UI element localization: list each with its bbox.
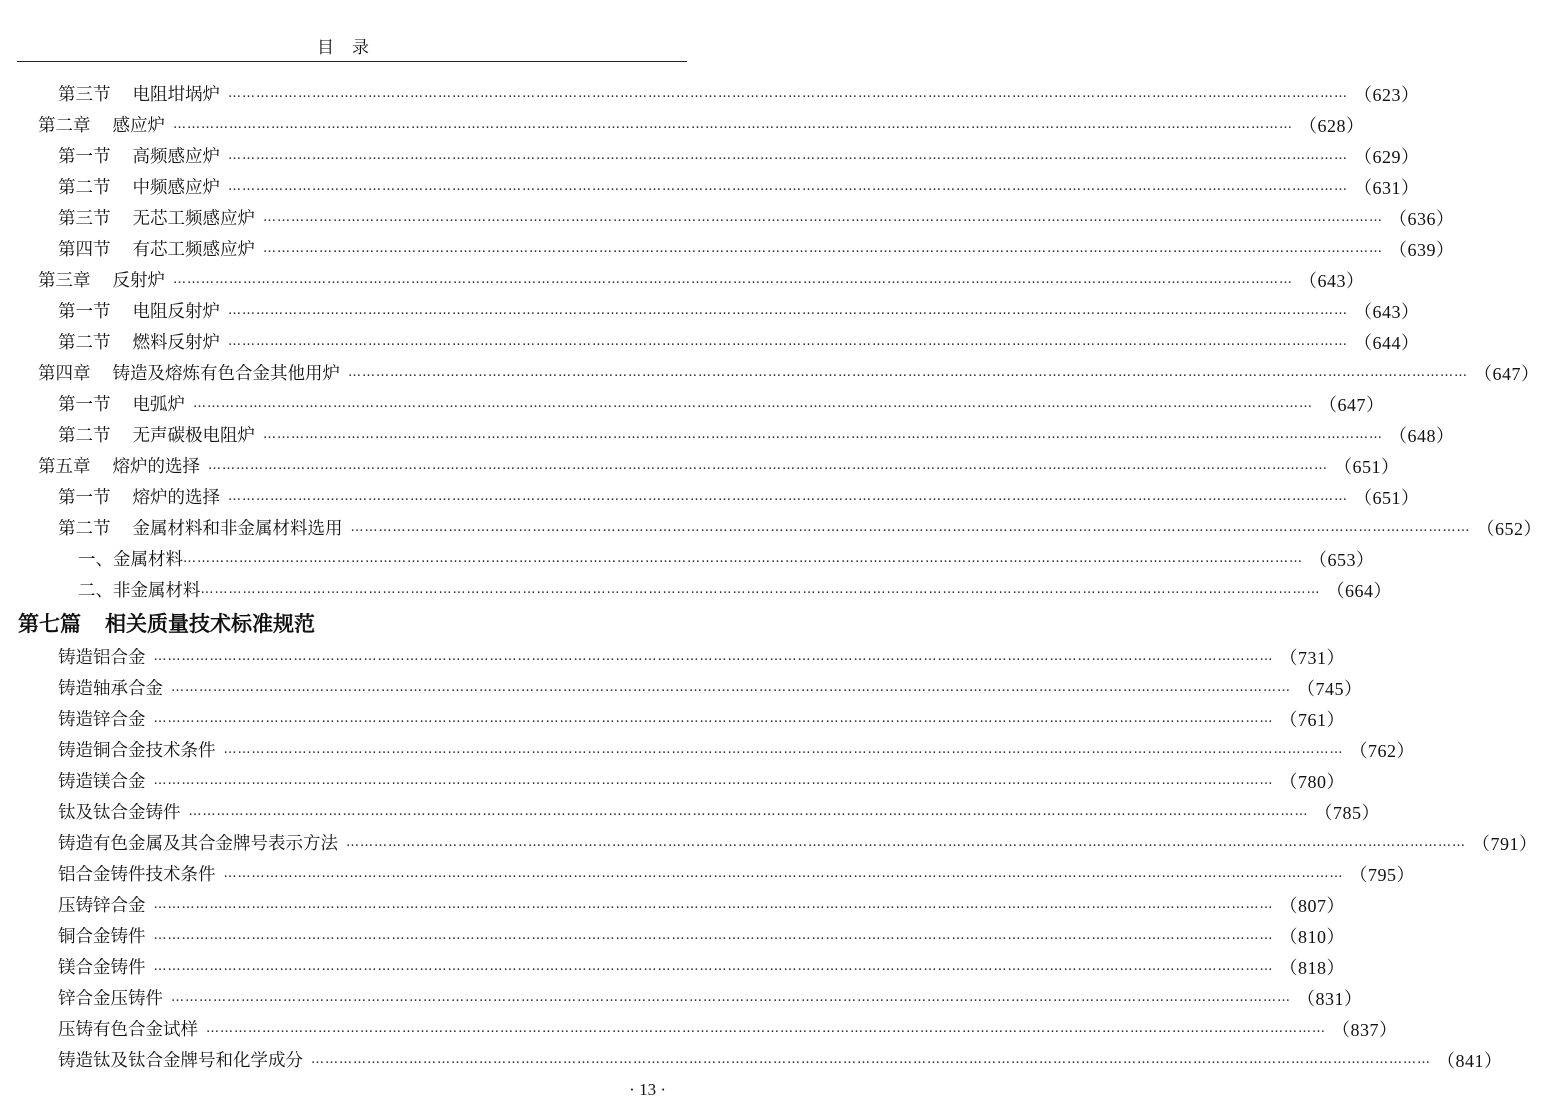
toc-entry-heading — [58, 484, 220, 509]
toc-entry-title: 熔炉的选择 — [132, 488, 220, 508]
dot-leader: …………………………………………………………………………………………………………………………………………………………………………………………………………………… — [228, 148, 1348, 163]
toc-entry-title: 镁合金铸件 — [58, 958, 146, 978]
toc-entry-heading — [58, 954, 146, 979]
dot-leader: …………………………………………………………………………………………………………………………………………………………………………………………………………………… — [223, 742, 1344, 757]
toc-entry-title: 有芯工频感应炉 — [132, 240, 255, 260]
toc-entry-heading — [58, 236, 255, 261]
toc-section-entry[interactable] — [0, 1044, 1503, 1075]
toc-entry-heading — [78, 577, 201, 602]
toc-subitem-entry[interactable] — [0, 543, 1375, 574]
toc-section-entry[interactable] — [0, 140, 1420, 171]
dot-leader: …………………………………………………………………………………………………………………………………………………………………………………………………………………… — [223, 866, 1344, 881]
toc-section-entry[interactable] — [0, 78, 1420, 109]
toc-page-number: （643） — [1299, 270, 1365, 291]
toc-entry-heading — [58, 422, 255, 447]
toc-page-number: （653） — [1309, 549, 1375, 570]
toc-section-entry[interactable] — [0, 233, 1455, 264]
toc-entry-heading — [38, 453, 200, 478]
toc-entry-heading — [58, 644, 146, 669]
toc-entry-number: 第二节 — [58, 426, 111, 446]
dot-leader: …………………………………………………………………………………………………………………………………………………………………………………………………………………… — [263, 427, 1383, 442]
toc-section-entry[interactable] — [0, 889, 1345, 920]
dot-leader: …………………………………………………………………………………………………………………………………………………………………………………………………………………… — [193, 396, 1313, 411]
dot-leader: …………………………………………………………………………………………………………………………………………………………………………………………………………………… — [173, 272, 1293, 287]
toc-entry-heading — [58, 391, 185, 416]
dot-leader: …………………………………………………………………………………………………………………………………………………………………………………………………………………… — [171, 680, 1291, 695]
toc-entry-number: 第三章 — [38, 271, 91, 291]
toc-entry-title: 锌合金压铸件 — [58, 989, 163, 1009]
toc-entry-number: 第四节 — [58, 240, 111, 260]
toc-section-entry[interactable] — [0, 920, 1345, 951]
toc-page-number: （807） — [1279, 895, 1345, 916]
toc-entry-title: 铸造铜合金技术条件 — [58, 741, 216, 761]
dot-leader: …………………………………………………………………………………………………………………………………………………………………………………………………………………… — [208, 458, 1328, 473]
toc-entry-number: 第一节 — [58, 395, 111, 415]
toc-page-number: （636） — [1389, 208, 1455, 229]
toc-subitem-entry[interactable] — [0, 574, 1392, 605]
toc-chapter-entry[interactable] — [0, 109, 1365, 140]
toc-entry-title: 铜合金铸件 — [58, 927, 146, 947]
toc-entry-number: 第三节 — [58, 85, 111, 105]
table-of-contents — [0, 78, 1542, 1075]
toc-page-number: （628） — [1299, 115, 1365, 136]
toc-entry-heading — [58, 1047, 303, 1072]
toc-section-entry[interactable] — [0, 951, 1345, 982]
toc-page-number: （631） — [1354, 177, 1420, 198]
toc-page-number: （664） — [1326, 580, 1392, 601]
dot-leader: …………………………………………………………………………………………………………………………………………………………………………………………………………………… — [188, 804, 1309, 819]
dot-leader: …………………………………………………………………………………………………………………………………………………………………………………………………………………… — [228, 334, 1348, 349]
dot-leader: …………………………………………………………………………………………………………………………………………………………………………………………………………………… — [183, 551, 1303, 566]
toc-page-number: （629） — [1354, 146, 1420, 167]
toc-entry-heading — [58, 768, 146, 793]
toc-section-entry[interactable] — [0, 641, 1345, 672]
toc-entry-title: 熔炉的选择 — [112, 457, 200, 477]
toc-section-entry[interactable] — [0, 703, 1345, 734]
toc-entry-number: 第五章 — [38, 457, 91, 477]
page-number: · 13 · — [629, 1080, 666, 1099]
toc-chapter-entry[interactable] — [0, 357, 1540, 388]
toc-page-number: （648） — [1389, 425, 1455, 446]
toc-entry-heading — [58, 985, 163, 1010]
toc-page-number: （762） — [1349, 740, 1415, 761]
toc-entry-heading — [58, 174, 220, 199]
toc-section-entry[interactable] — [0, 419, 1455, 450]
toc-entry-title: 钛及钛合金铸件 — [58, 803, 181, 823]
toc-page-number: （810） — [1279, 926, 1345, 947]
dot-leader: …………………………………………………………………………………………………………………………………………………………………………………………………………………… — [153, 711, 1274, 726]
part-label: 第七篇 — [18, 612, 81, 636]
toc-page-number: （837） — [1332, 1019, 1398, 1040]
toc-entry-number: 第二节 — [58, 178, 111, 198]
dot-leader: …………………………………………………………………………………………………………………………………………………………………………………………………………………… — [153, 649, 1274, 664]
toc-page-number: （647） — [1319, 394, 1385, 415]
toc-entry-heading — [58, 81, 220, 106]
toc-entry-number: 第三节 — [58, 209, 111, 229]
dot-leader: …………………………………………………………………………………………………………………………………………………………………………………………………………………… — [153, 928, 1274, 943]
toc-page-number: （644） — [1354, 332, 1420, 353]
toc-entry-title: 压铸有色合金试样 — [58, 1020, 198, 1040]
toc-page-number: （651） — [1354, 487, 1420, 508]
toc-page-number: （652） — [1476, 518, 1542, 539]
toc-entry-title: 电阻反射炉 — [132, 302, 220, 322]
page-header-title: 目录 — [317, 38, 387, 58]
toc-page-number: （761） — [1279, 709, 1345, 730]
toc-entry-number: 第一节 — [58, 488, 111, 508]
dot-leader: …………………………………………………………………………………………………………………………………………………………………………………………………………………… — [153, 897, 1274, 912]
dot-leader: …………………………………………………………………………………………………………………………………………………………………………………………………………………… — [200, 582, 1321, 597]
dot-leader: …………………………………………………………………………………………………………………………………………………………………………………………………………………… — [263, 210, 1383, 225]
toc-entry-heading — [58, 675, 163, 700]
toc-entry-number: 第四章 — [38, 364, 91, 384]
toc-page-number: （780） — [1279, 771, 1345, 792]
toc-page-number: （643） — [1354, 301, 1420, 322]
dot-leader: …………………………………………………………………………………………………………………………………………………………………………………………………………………… — [228, 86, 1348, 101]
toc-page-number: （795） — [1349, 864, 1415, 885]
toc-page-number: （831） — [1297, 988, 1363, 1009]
toc-page-number: （841） — [1437, 1050, 1503, 1071]
toc-entry-title: 铸造钛及钛合金牌号和化学成分 — [58, 1051, 303, 1071]
toc-entry-heading — [58, 892, 146, 917]
toc-entry-heading — [58, 861, 216, 886]
toc-entry-number: 第二章 — [38, 116, 91, 136]
toc-entry-heading — [58, 205, 255, 230]
dot-leader: …………………………………………………………………………………………………………………………………………………………………………………………………………………… — [228, 303, 1348, 318]
toc-entry-title: 铸造及熔炼有色合金其他用炉 — [112, 364, 340, 384]
toc-entry-title: 金属材料和非金属材料选用 — [132, 519, 343, 539]
toc-section-entry[interactable] — [0, 512, 1542, 543]
toc-entry-title: 燃料反射炉 — [132, 333, 220, 353]
toc-entry-heading — [58, 799, 181, 824]
toc-section-entry[interactable] — [0, 388, 1385, 419]
toc-entry-title: 压铸锌合金 — [58, 896, 146, 916]
toc-entry-number: 第一节 — [58, 147, 111, 167]
toc-entry-title: 感应炉 — [112, 116, 165, 136]
toc-entry-title: 无声碳极电阻炉 — [132, 426, 255, 446]
toc-entry-title: 高频感应炉 — [132, 147, 220, 167]
toc-entry-title: 铸造锌合金 — [58, 710, 146, 730]
toc-entry-number: 第一节 — [58, 302, 111, 322]
toc-entry-heading — [38, 267, 165, 292]
toc-entry-title: 无芯工频感应炉 — [132, 209, 255, 229]
dot-leader: …………………………………………………………………………………………………………………………………………………………………………………………………………………… — [173, 117, 1293, 132]
toc-entry-title: 反射炉 — [112, 271, 165, 291]
toc-page-number: （745） — [1297, 678, 1363, 699]
dot-leader: …………………………………………………………………………………………………………………………………………………………………………………………………………………… — [311, 1052, 1431, 1067]
toc-entry-heading — [58, 706, 146, 731]
toc-entry-heading — [58, 923, 146, 948]
toc-section-entry[interactable] — [0, 827, 1538, 858]
toc-entry-heading — [58, 515, 343, 540]
dot-leader: …………………………………………………………………………………………………………………………………………………………………………………………………………………… — [228, 179, 1348, 194]
toc-entry-title: 电弧炉 — [132, 395, 185, 415]
header-rule — [17, 61, 687, 62]
toc-entry-title: 二、非金属材料 — [78, 581, 201, 601]
toc-page-number: （639） — [1389, 239, 1455, 260]
toc-entry-title: 铸造镁合金 — [58, 772, 146, 792]
toc-entry-title: 中频感应炉 — [132, 178, 220, 198]
part-heading[interactable] — [0, 605, 704, 641]
dot-leader: …………………………………………………………………………………………………………………………………………………………………………………………………………………… — [350, 520, 1471, 535]
toc-entry-heading — [58, 830, 338, 855]
toc-page-number: （731） — [1279, 647, 1345, 668]
toc-chapter-entry[interactable] — [0, 450, 1400, 481]
toc-entry-number: 第二节 — [58, 519, 111, 539]
toc-page-number: （791） — [1472, 833, 1538, 854]
dot-leader: …………………………………………………………………………………………………………………………………………………………………………………………………………………… — [153, 773, 1274, 788]
toc-page-number: （818） — [1279, 957, 1345, 978]
toc-section-entry[interactable] — [0, 672, 1363, 703]
toc-section-entry[interactable] — [0, 765, 1345, 796]
toc-entry-heading — [58, 329, 220, 354]
dot-leader: …………………………………………………………………………………………………………………………………………………………………………………………………………………… — [206, 1021, 1326, 1036]
dot-leader: …………………………………………………………………………………………………………………………………………………………………………………………………………………… — [348, 365, 1468, 380]
toc-section-entry[interactable] — [0, 202, 1455, 233]
toc-section-entry[interactable] — [0, 326, 1420, 357]
part-title: 相关质量技术标准规范 — [105, 612, 315, 636]
toc-page-number: （651） — [1334, 456, 1400, 477]
toc-page-number: （785） — [1314, 802, 1380, 823]
toc-section-entry[interactable] — [0, 481, 1420, 512]
toc-section-entry[interactable] — [0, 982, 1363, 1013]
dot-leader: …………………………………………………………………………………………………………………………………………………………………………………………………………………… — [153, 959, 1274, 974]
toc-entry-heading — [58, 298, 220, 323]
toc-entry-title: 铸造有色金属及其合金牌号表示方法 — [58, 834, 338, 854]
toc-entry-heading — [58, 1016, 198, 1041]
dot-leader: …………………………………………………………………………………………………………………………………………………………………………………………………………………… — [171, 990, 1291, 1005]
toc-page-number: （647） — [1474, 363, 1540, 384]
toc-chapter-entry[interactable] — [0, 264, 1365, 295]
dot-leader: …………………………………………………………………………………………………………………………………………………………………………………………………………………… — [346, 835, 1466, 850]
dot-leader: …………………………………………………………………………………………………………………………………………………………………………………………………………………… — [263, 241, 1383, 256]
toc-section-entry[interactable] — [0, 858, 1415, 889]
toc-entry-title: 电阻坩埚炉 — [132, 85, 220, 105]
toc-entry-heading — [58, 737, 216, 762]
toc-section-entry[interactable] — [0, 171, 1420, 202]
toc-section-entry[interactable] — [0, 295, 1420, 326]
toc-entry-title: 铝合金铸件技术条件 — [58, 865, 216, 885]
toc-page-number: （623） — [1354, 84, 1420, 105]
toc-entry-heading — [38, 360, 340, 385]
toc-section-entry[interactable] — [0, 1013, 1398, 1044]
toc-entry-title: 铸造轴承合金 — [58, 679, 163, 699]
dot-leader: …………………………………………………………………………………………………………………………………………………………………………………………………………………… — [228, 489, 1348, 504]
toc-entry-heading — [38, 112, 165, 137]
toc-section-entry[interactable] — [0, 796, 1380, 827]
toc-entry-heading — [78, 546, 183, 571]
toc-entry-title: 一、金属材料 — [78, 550, 183, 570]
toc-entry-number: 第二节 — [58, 333, 111, 353]
toc-section-entry[interactable] — [0, 734, 1415, 765]
toc-entry-title: 铸造铝合金 — [58, 648, 146, 668]
toc-entry-heading — [58, 143, 220, 168]
